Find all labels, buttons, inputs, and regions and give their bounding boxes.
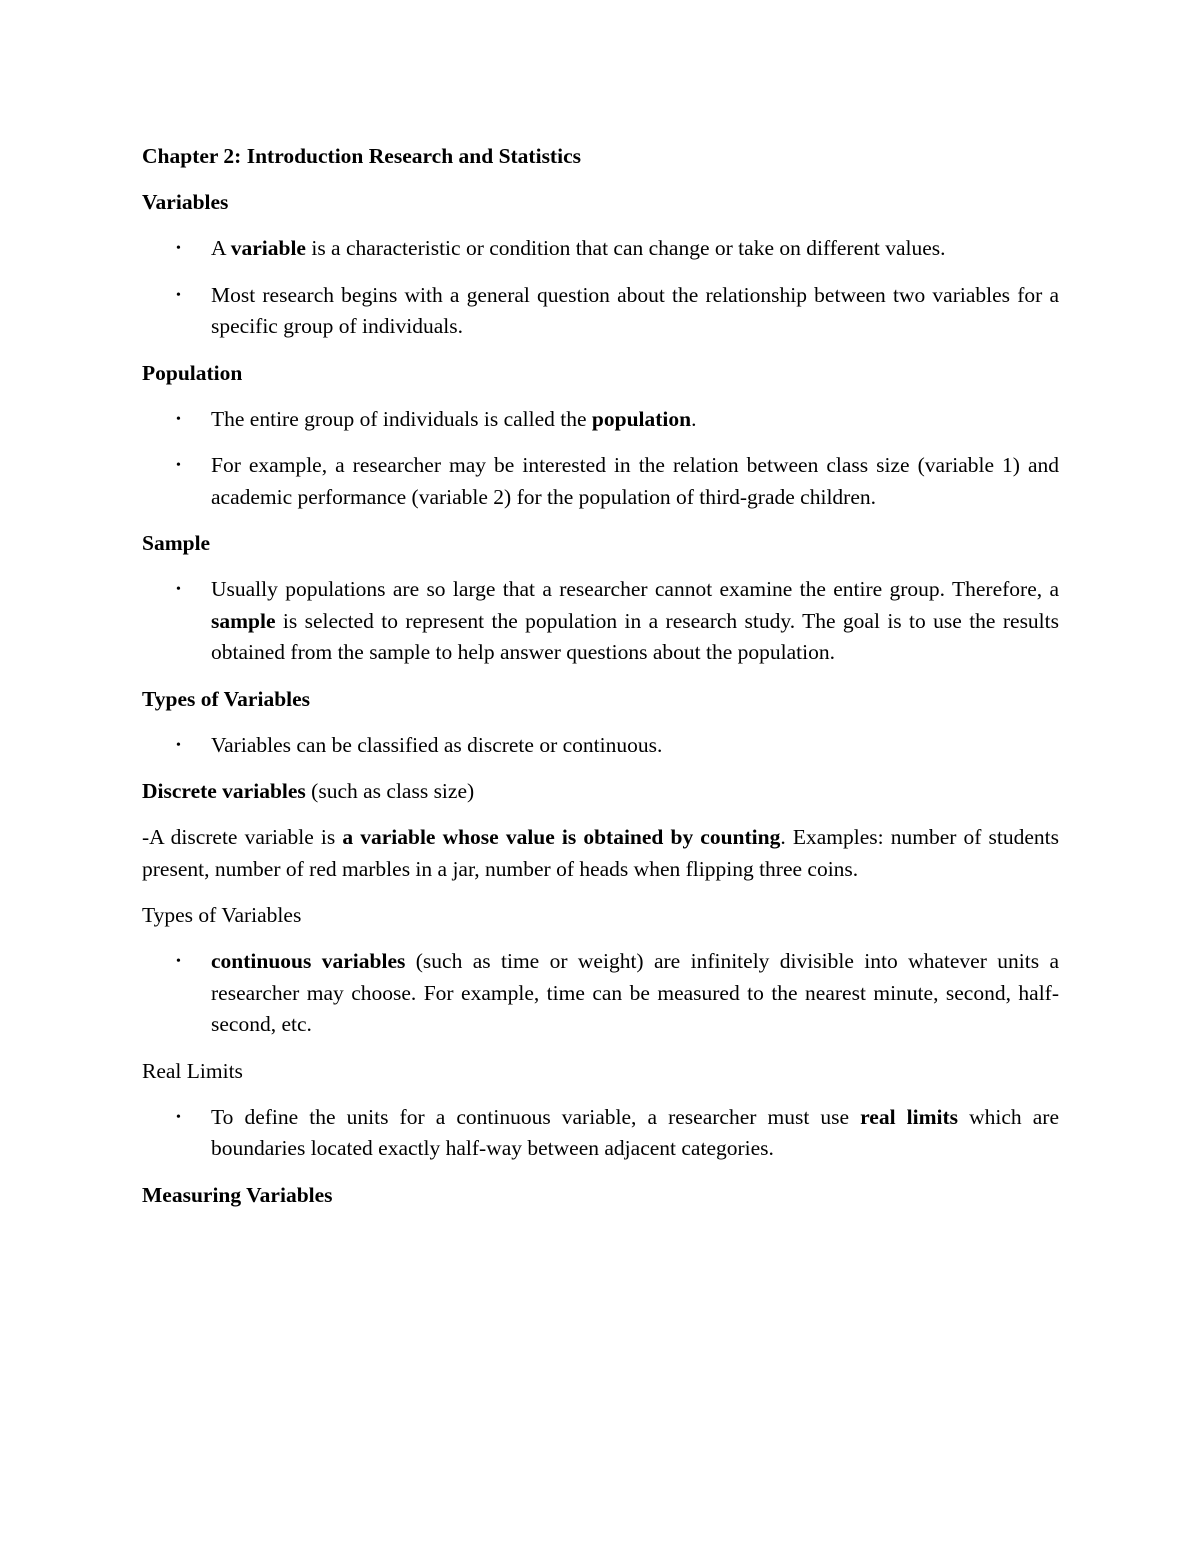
list-item: • Most research begins with a general question about the relationship between two variables for a specific group of individuals. [142, 280, 1059, 343]
list-item: • The entire group of individuals is called the population. [142, 404, 1059, 436]
section-heading-measuring-variables: Measuring Variables [142, 1182, 333, 1207]
section-heading-types-of-variables-2: Types of Variables [142, 903, 302, 927]
bullet-icon: • [176, 582, 181, 597]
list-item: • Usually populations are so large that a researcher cannot examine the entire group. Therefore, a sample is selected to represent the population in a research study. The goal is to use the results obtained from the sample to help answer questions about the population. [142, 574, 1059, 669]
bullet-icon: • [176, 411, 181, 427]
types-list [142, 730, 1059, 762]
bullet-icon: • [176, 737, 181, 753]
section-heading-real-limits: Real Limits [142, 1058, 243, 1083]
continuous-list [142, 946, 1059, 1041]
bullet-icon: • [176, 1109, 181, 1125]
real-limits-list [142, 1102, 1059, 1165]
section-heading-types-of-variables: Types of Variables [142, 686, 311, 711]
list-item: • To define the units for a continuous variable, a researcher must use real limits which are boundaries located exactly half-way between adjacent categories. [142, 1102, 1059, 1165]
section-heading-variables: Variables [142, 190, 229, 214]
variables-list [142, 233, 1059, 343]
bullet-icon: • [176, 287, 181, 303]
page-title: Chapter 2: Introduction Research and Statistics [142, 144, 581, 168]
bullet-icon: • [176, 458, 181, 473]
list-item: • For example, a researcher may be interested in the relation between class size (variable 1) and academic performance (variable 2) for the population of third-grade children. [142, 450, 1059, 513]
discrete-paragraph: -A discrete variable is a variable whose value is obtained by counting. Examples: number of students present, number of red marbles in a jar, number of heads when flipping three coins. [142, 825, 1059, 881]
section-heading-population: Population [142, 360, 243, 385]
list-item: • A variable is a characteristic or condition that can change or take on different values. [142, 233, 1059, 265]
section-heading-discrete-variables: Discrete variables (such as class size) [142, 779, 475, 803]
bullet-icon: • [176, 954, 181, 969]
list-item: • continuous variables (such as time or weight) are infinitely divisible into whatever units a researcher may choose. For example, time can be measured to the nearest minute, second, half-second, etc. [142, 946, 1059, 1041]
population-list [142, 404, 1059, 514]
document-page [142, 141, 1059, 1226]
bullet-icon: • [176, 241, 181, 256]
list-item: • Variables can be classified as discrete or continuous. [142, 730, 1059, 762]
sample-list [142, 574, 1059, 669]
section-heading-sample: Sample [142, 531, 211, 555]
